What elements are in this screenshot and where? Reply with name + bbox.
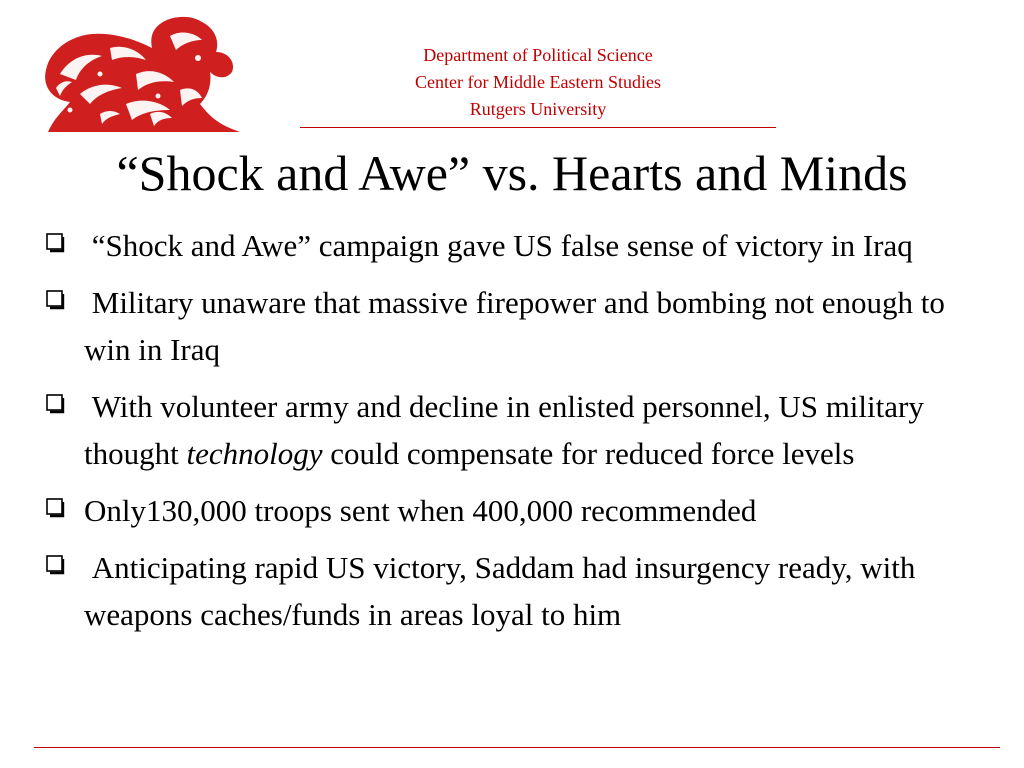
header-divider [300, 127, 776, 128]
bullet-item [46, 544, 986, 638]
bullet-item [46, 279, 986, 373]
checkbox-square-icon [46, 290, 66, 310]
checkbox-square-icon [46, 498, 66, 518]
bullet-list [46, 222, 986, 648]
lion-logo-icon [40, 14, 242, 134]
bullet-text: “Shock and Awe” campaign gave US false sense of victory in Iraq [84, 228, 913, 263]
checkbox-square-icon [46, 555, 66, 575]
bullet-emphasis: technology [186, 436, 323, 471]
bullet-text-after: could compensate for reduced force levels [322, 436, 855, 471]
checkbox-square-icon [46, 394, 66, 414]
checkbox-square-icon [46, 233, 66, 253]
header-university: Rutgers University [469, 99, 607, 119]
footer-divider [34, 747, 1000, 748]
header-center: Center for Middle Eastern Studies [415, 72, 661, 92]
bullet-text: Military unaware that massive firepower and bombing not enough to win in Iraq [84, 285, 945, 367]
slide-title: “Shock and Awe” vs. Hearts and Minds [116, 145, 908, 201]
header-block [300, 42, 776, 123]
bullet-text: Only130,000 troops sent when 400,000 recommended [84, 493, 757, 528]
bullet-item [46, 222, 986, 269]
bullet-text: Anticipating rapid US victory, Saddam had insurgency ready, with weapons caches/funds in areas loyal to him [84, 550, 916, 632]
bullet-item [46, 487, 986, 534]
bullet-text-before: With volunteer army and decline in enlisted personnel, US military thought [84, 389, 924, 471]
header-department: Department of Political Science [423, 45, 653, 65]
bullet-item [46, 383, 986, 477]
